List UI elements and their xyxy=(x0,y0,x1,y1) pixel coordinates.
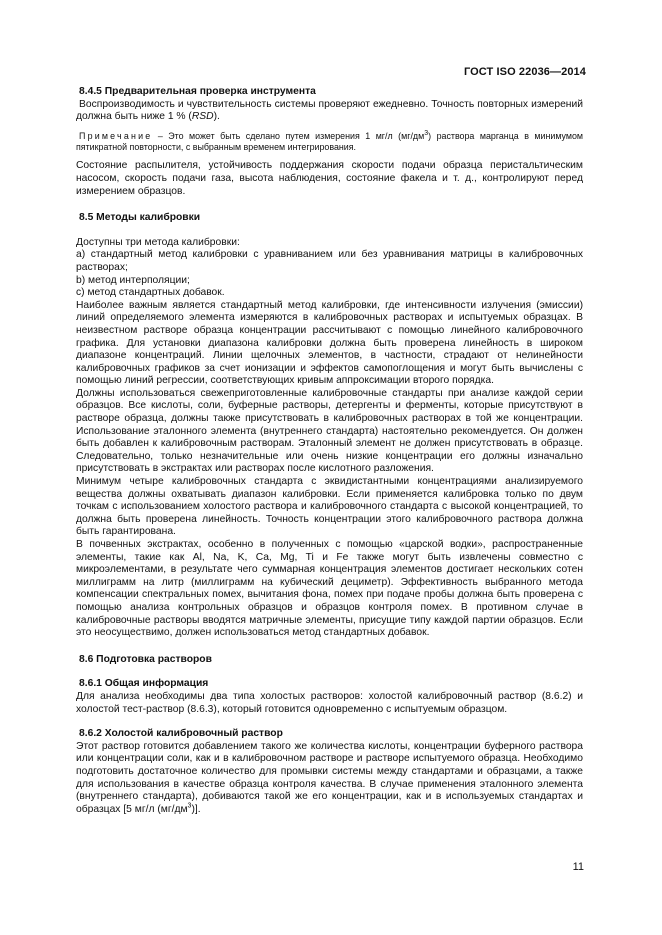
superscript: 3 xyxy=(187,802,192,810)
text: ) раствора марганца в минимумом пятикратной повторности, с выбранным временем интегрирования. xyxy=(76,130,584,153)
page-number: 11 xyxy=(572,861,584,873)
section-86-title: 8.6 Подготовка растворов xyxy=(79,653,212,665)
note-label: Примечание xyxy=(79,130,153,141)
text: Этот раствор готовится добавлением такого же количества кислоты, концентрации буферного раствора или концентрации соли, как и в калибровочном растворе и растворе испытуемого образца. Необходимо подготовить достаточное количество для промывки системы между стандартами и образцами, а также для использования в качестве образца контроля качества. В случае применения эталонного элемента (внутреннего стандарта), добиваются такой же его концентрации, как и в используемых стандартах и образцах [5 мг/л (мг/дм xyxy=(76,740,583,815)
section-85-para-4: В почвенных экстрактах, особенно в полученных с помощью «царской водки», распространенные элементы, такие как Al, Na, K, Ca, Mg, Ti и Fe также могут быть извлечены совместно с микроэлементами, в результате чего суммарная концентрация элементов достигает нескольких сотен миллиграмм на литр (миллиграмм на кубический дециметр). Эффективность выбранного метода компенсации спектральных помех, вычитания фона, помех при подаче пробы должна быть проверена с помощью анализа контрольных образцов и образцов контроля помех. В противном случае в калибровочные растворы вводятся матричные элементы, присущие типу каждой партии образцов. Если это неосуществимо, должен использоваться метод стандартных добавок. xyxy=(76,539,583,639)
section-862-title: 8.6.2 Холостой калибровочный раствор xyxy=(79,728,283,740)
text: – Это может быть сделано путем измерения 1 мг/л (мг/дм xyxy=(152,130,425,141)
rsd-term: RSD xyxy=(191,111,214,123)
superscript: 3 xyxy=(424,129,429,137)
section-845-para-1 xyxy=(76,99,583,124)
text: Воспроизводимость и чувствительность системы проверяют ежедневно. Точность повторных измерений должна быть ниже 1 % ( xyxy=(76,98,583,123)
section-85-intro: Доступны три метода калибровки: xyxy=(76,236,240,248)
section-862-para xyxy=(76,741,583,817)
section-861-para: Для анализа необходимы два типа холостых растворов: холостой калибровочный раствор (8.6.2) и холостой тест-раствор (8.6.3), который готовится одновременно с испытуемым образцом. xyxy=(76,690,583,715)
section-85-para-2: Должны использоваться свежеприготовленные калибровочные стандарты при анализе каждой серии образцов. Все кислоты, соли, буферные растворы, детергенты и ферменты, которые присутствуют в растворе образца, должны также присутствовать в калибровочных растворах в той же концентрации. Использование эталонного элемента (внутреннего стандарта) настоятельно рекомендуется. Он должен быть добавлен к калибровочным растворам. Эталонный элемент не должен присутствовать в образце. Следовательно, только незначительные или очень низкие концентрации его должны изначально присутствовать в экстрактах или растворах после кислотного разложения. xyxy=(76,387,583,475)
section-85-para-1: Наиболее важным является стандартный метод калибровки, где интенсивности излучения (эмиссии) линий определяемого элемента измеряются в калибровочных растворах и испытуемых образцах. В неизвестном растворе образца концентрации рассчитывают с помощью линейного калибровочного графика. Для установки диапазона калибровки должна быть проверена линейность в широком диапазоне концентраций. Линии щелочных элементов, в частности, страдают от нелинейности калибровочных графиков за счет ионизации и эффектов самопоглощения и могут быть вычислены с помощью линий регрессии, соответствующих кривым аппроксимации второго порядка. xyxy=(76,299,583,387)
section-845-title: 8.4.5 Предварительная проверка инструмента xyxy=(79,86,316,97)
list-item-c: с) метод стандартных добавок. xyxy=(76,287,225,299)
section-85-title: 8.5 Методы калибровки xyxy=(79,212,201,224)
section-85-para-3: Минимум четыре калибровочных стандарта с эквидистантными концентрациями анализируемого вещества должны охватывать диапазон калибровки. Если применяется калибровка только по двум точкам с использованием холостого раствора и калибровочного стандарта с высокой концентрацией, то должна быть проверена линейность. Точность концентрации этого калибровочного раствора должна быть гарантирована. xyxy=(76,476,583,538)
text: )]. xyxy=(191,803,201,815)
text: ). xyxy=(213,111,220,123)
standard-code: ГОСТ ISO 22036—2014 xyxy=(463,66,586,78)
section-861-title: 8.6.1 Общая информация xyxy=(79,678,209,690)
section-845-para-2: Состояние распылителя, устойчивость поддержания скорости подачи образца перистальтическим насосом, скорость подачи газа, высота наблюдения, состояние факела и т. д., контролируют перед измерением образцов. xyxy=(76,160,583,197)
list-item-b: b) метод интерполяции; xyxy=(76,274,190,286)
list-item-a: а) стандартный метод калибровки с уравниванием или без уравнивания матрицы в калибровочных растворах; xyxy=(76,249,583,273)
page-content xyxy=(76,86,583,816)
note xyxy=(76,131,583,154)
